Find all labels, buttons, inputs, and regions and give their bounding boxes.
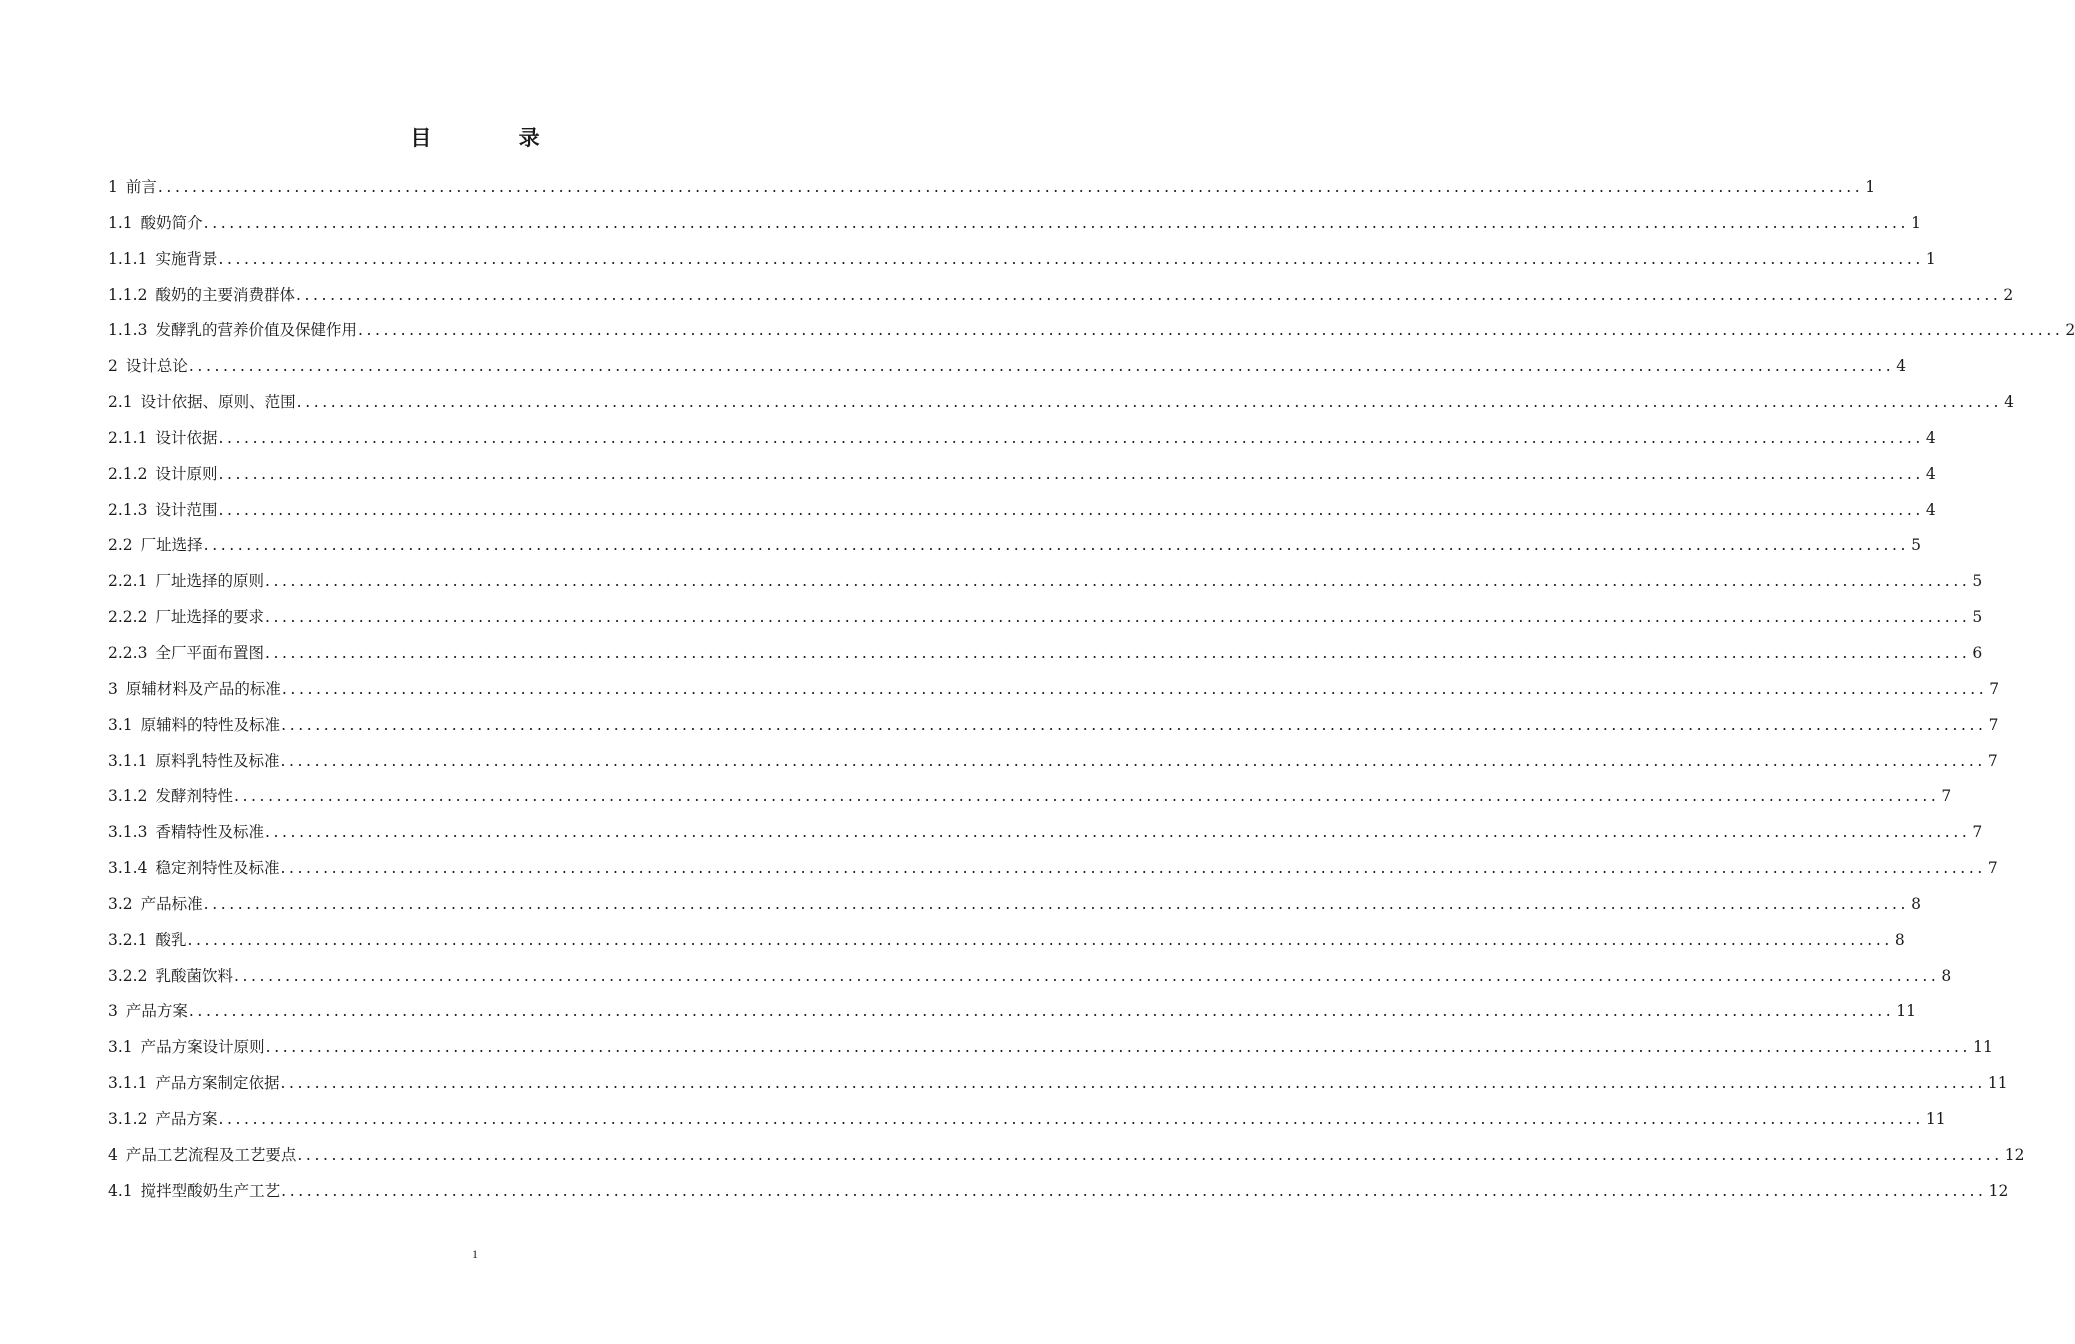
toc-entry-page: 4 bbox=[1925, 500, 1936, 519]
toc-entry-number: 3.1 bbox=[108, 1038, 133, 1057]
toc-entry[interactable] bbox=[108, 564, 1983, 600]
toc-entry[interactable] bbox=[108, 1066, 2008, 1102]
toc-entry[interactable] bbox=[108, 672, 2000, 708]
toc-entry[interactable] bbox=[108, 815, 1983, 851]
toc-entry-title: 设计范围 bbox=[155, 500, 218, 519]
toc-entry-title: 乳酸菌饮料 bbox=[155, 966, 233, 985]
toc-entry-number: 1 bbox=[108, 178, 118, 196]
toc-entry-page: 11 bbox=[1925, 1109, 1946, 1128]
toc-dot-leader: ........................................................................................................................................................................................................ bbox=[281, 679, 1988, 698]
toc-entry-page: 4 bbox=[1925, 428, 1936, 447]
toc-entry-number: 2.2.2 bbox=[108, 608, 148, 627]
toc-entry-title: 设计总论 bbox=[125, 357, 188, 376]
toc-title: 目 录 bbox=[410, 125, 580, 150]
toc-entry-page: 12 bbox=[2004, 1145, 2025, 1164]
toc-entry[interactable] bbox=[108, 744, 1998, 780]
toc-entry-number: 3.1.1 bbox=[108, 751, 148, 770]
toc-entry[interactable] bbox=[108, 1030, 1993, 1066]
toc-dot-leader: ........................................................................................................................................................................................................ bbox=[218, 428, 1924, 447]
toc-entry-number: 3.2.1 bbox=[108, 930, 148, 949]
toc-list bbox=[108, 170, 2075, 1209]
toc-entry-title: 设计依据 bbox=[155, 428, 218, 447]
toc-entry-number: 2.2.1 bbox=[108, 572, 148, 591]
toc-entry-page: 11 bbox=[1973, 1038, 1993, 1057]
toc-entry[interactable] bbox=[108, 851, 1998, 887]
toc-entry-page: 8 bbox=[1941, 966, 1952, 985]
toc-entry-number: 1.1.1 bbox=[108, 249, 148, 268]
toc-dot-leader: ........................................................................................................................................................................................................ bbox=[218, 464, 1924, 483]
toc-entry[interactable] bbox=[108, 457, 1936, 493]
toc-entry[interactable] bbox=[108, 600, 1983, 636]
toc-entry-title: 设计依据、原则、范围 bbox=[140, 393, 296, 412]
toc-entry-number: 2.1.1 bbox=[108, 428, 148, 447]
toc-dot-leader: ........................................................................................................................................................................................................ bbox=[264, 823, 1971, 842]
toc-dot-leader: ........................................................................................................................................................................................................ bbox=[265, 1038, 1972, 1057]
toc-dot-leader: ........................................................................................................................................................................................................ bbox=[357, 321, 2064, 340]
toc-entry-page: 6 bbox=[1972, 643, 1983, 662]
toc-entry-number: 3.1.4 bbox=[108, 859, 148, 878]
toc-entry[interactable] bbox=[108, 170, 1876, 206]
toc-entry-number: 3.1.2 bbox=[108, 787, 148, 806]
toc-dot-leader: ........................................................................................................................................................................................................ bbox=[264, 608, 1971, 627]
toc-entry[interactable] bbox=[108, 887, 1921, 923]
toc-dot-leader: ........................................................................................................................................................................................................ bbox=[280, 1074, 1986, 1093]
toc-dot-leader: ........................................................................................................................................................................................................ bbox=[203, 213, 1910, 232]
toc-entry-number: 1.1 bbox=[108, 213, 133, 232]
toc-entry-page: 7 bbox=[1941, 787, 1952, 806]
toc-entry-page: 2 bbox=[2003, 285, 2014, 304]
toc-entry-page: 7 bbox=[1972, 823, 1983, 842]
toc-entry-title: 产品方案 bbox=[125, 1002, 188, 1021]
toc-entry-number: 1.1.3 bbox=[108, 321, 148, 340]
toc-dot-leader: ........................................................................................................................................................................................................ bbox=[187, 930, 1893, 949]
toc-entry-page: 5 bbox=[1911, 536, 1921, 555]
toc-entry-title: 设计原则 bbox=[155, 464, 218, 483]
toc-dot-leader: ........................................................................................................................................................................................................ bbox=[281, 1181, 1987, 1200]
toc-entry[interactable] bbox=[108, 313, 2075, 349]
toc-entry-title: 厂址选择 bbox=[140, 536, 203, 555]
toc-dot-leader: ........................................................................................................................................................................................................ bbox=[280, 751, 1986, 770]
toc-entry-number: 2 bbox=[108, 357, 118, 376]
toc-entry-title: 搅拌型酸奶生产工艺 bbox=[140, 1181, 281, 1200]
toc-dot-leader: ........................................................................................................................................................................................................ bbox=[280, 859, 1986, 878]
toc-entry-number: 2.1.2 bbox=[108, 464, 148, 483]
toc-entry-page: 1 bbox=[1925, 249, 1936, 268]
toc-entry-number: 3.1.2 bbox=[108, 1109, 148, 1128]
toc-entry-number: 1.1.2 bbox=[108, 285, 148, 304]
toc-dot-leader: ........................................................................................................................................................................................................ bbox=[203, 894, 1910, 913]
toc-entry-page: 7 bbox=[1988, 715, 1999, 734]
toc-entry-page: 7 bbox=[1987, 859, 1998, 878]
toc-entry-number: 4 bbox=[108, 1145, 118, 1164]
toc-entry-title: 厂址选择的原则 bbox=[155, 572, 264, 591]
toc-entry-page: 8 bbox=[1911, 894, 1921, 913]
toc-entry-title: 实施背景 bbox=[155, 249, 218, 268]
toc-dot-leader: ........................................................................................................................................................................................................ bbox=[264, 643, 1971, 662]
toc-entry[interactable] bbox=[108, 242, 1936, 278]
toc-entry[interactable] bbox=[108, 278, 2014, 314]
toc-entry-title: 香精特性及标准 bbox=[155, 823, 264, 842]
toc-entry-number: 3.1 bbox=[108, 715, 133, 734]
toc-entry-number: 4.1 bbox=[108, 1181, 133, 1200]
toc-entry-title: 稳定剂特性及标准 bbox=[155, 859, 280, 878]
toc-entry-page: 5 bbox=[1972, 572, 1983, 591]
toc-entry-number: 3.2.2 bbox=[108, 966, 148, 985]
toc-entry-title: 全厂平面布置图 bbox=[155, 643, 264, 662]
toc-entry-number: 2.2 bbox=[108, 536, 133, 555]
toc-entry[interactable] bbox=[108, 349, 1907, 385]
toc-entry-title: 酸奶的主要消费群体 bbox=[155, 285, 295, 304]
toc-dot-leader: ........................................................................................................................................................................................................ bbox=[188, 1002, 1895, 1021]
toc-entry[interactable] bbox=[108, 779, 1952, 815]
toc-entry-page: 1 bbox=[1865, 178, 1876, 196]
toc-entry-number: 2.1.3 bbox=[108, 500, 148, 519]
toc-entry[interactable] bbox=[108, 959, 1952, 995]
toc-dot-leader: ........................................................................................................................................................................................................ bbox=[218, 500, 1924, 519]
toc-entry[interactable] bbox=[108, 421, 1936, 457]
toc-entry[interactable] bbox=[108, 385, 2014, 421]
toc-entry-page: 7 bbox=[1987, 751, 1998, 770]
toc-entry-page: 5 bbox=[1972, 608, 1983, 627]
toc-dot-leader: ........................................................................................................................................................................................................ bbox=[218, 1109, 1924, 1128]
toc-entry-number: 3.2 bbox=[108, 894, 133, 913]
toc-entry-page: 2 bbox=[2065, 321, 2075, 340]
toc-entry-number: 2.1 bbox=[108, 393, 133, 412]
toc-entry[interactable] bbox=[108, 493, 1936, 529]
toc-entry[interactable] bbox=[108, 923, 1905, 959]
toc-dot-leader: ........................................................................................................................................................................................................ bbox=[233, 966, 1940, 985]
toc-entry-page: 1 bbox=[1911, 213, 1921, 232]
toc-entry-title: 产品标准 bbox=[140, 894, 203, 913]
toc-dot-leader: ........................................................................................................................................................................................................ bbox=[233, 787, 1940, 806]
toc-entry-title: 酸奶简介 bbox=[140, 213, 203, 232]
toc-entry-page: 11 bbox=[1896, 1002, 1917, 1021]
toc-entry[interactable] bbox=[108, 1138, 2025, 1174]
toc-dot-leader: ........................................................................................................................................................................................................ bbox=[295, 285, 2002, 304]
toc-entry-title: 前言 bbox=[125, 178, 157, 196]
toc-entry-page: 11 bbox=[1987, 1074, 2008, 1093]
toc-entry-page: 4 bbox=[1896, 357, 1907, 376]
toc-entry-number: 3 bbox=[108, 679, 118, 698]
toc-entry-title: 发酵剂特性 bbox=[155, 787, 233, 806]
toc-dot-leader: ........................................................................................................................................................................................................ bbox=[281, 715, 1987, 734]
toc-entry-title: 厂址选择的要求 bbox=[155, 608, 264, 627]
toc-dot-leader: ........................................................................................................................................................................................................ bbox=[297, 1145, 2003, 1164]
toc-entry[interactable] bbox=[108, 528, 1921, 564]
page-number: 1 bbox=[472, 1247, 478, 1261]
toc-entry-title: 发酵乳的营养价值及保健作用 bbox=[155, 321, 357, 340]
toc-entry[interactable] bbox=[108, 206, 1921, 242]
toc-entry-page: 4 bbox=[2004, 393, 2014, 412]
toc-entry[interactable] bbox=[108, 1174, 2009, 1210]
toc-entry[interactable] bbox=[108, 1102, 1946, 1138]
toc-entry[interactable] bbox=[108, 994, 1917, 1030]
toc-entry-title: 原料乳特性及标准 bbox=[155, 751, 280, 770]
toc-entry-page: 4 bbox=[1925, 464, 1936, 483]
toc-dot-leader: ........................................................................................................................................................................................................ bbox=[264, 572, 1971, 591]
toc-entry-page: 8 bbox=[1894, 930, 1905, 949]
toc-entry-title: 产品方案制定依据 bbox=[155, 1074, 280, 1093]
toc-dot-leader: ........................................................................................................................................................................................................ bbox=[218, 249, 1924, 268]
toc-entry-number: 3.1.3 bbox=[108, 823, 148, 842]
toc-dot-leader: ........................................................................................................................................................................................................ bbox=[157, 178, 1864, 196]
toc-entry[interactable] bbox=[108, 708, 1999, 744]
toc-dot-leader: ........................................................................................................................................................................................................ bbox=[296, 393, 2003, 412]
toc-dot-leader: ........................................................................................................................................................................................................ bbox=[203, 536, 1910, 555]
toc-entry-title: 原辅料的特性及标准 bbox=[140, 715, 281, 734]
toc-entry-title: 酸乳 bbox=[155, 930, 187, 949]
toc-entry-title: 产品工艺流程及工艺要点 bbox=[125, 1145, 297, 1164]
toc-entry-number: 3 bbox=[108, 1002, 118, 1021]
toc-entry-title: 产品方案 bbox=[155, 1109, 218, 1128]
toc-entry-page: 7 bbox=[1989, 679, 2000, 698]
toc-entry-title: 原辅材料及产品的标准 bbox=[125, 679, 281, 698]
toc-dot-leader: ........................................................................................................................................................................................................ bbox=[188, 357, 1895, 376]
toc-entry-number: 2.2.3 bbox=[108, 643, 148, 662]
toc-entry-title: 产品方案设计原则 bbox=[140, 1038, 265, 1057]
toc-entry[interactable] bbox=[108, 636, 1983, 672]
toc-entry-page: 12 bbox=[1988, 1181, 2009, 1200]
toc-entry-number: 3.1.1 bbox=[108, 1074, 148, 1093]
